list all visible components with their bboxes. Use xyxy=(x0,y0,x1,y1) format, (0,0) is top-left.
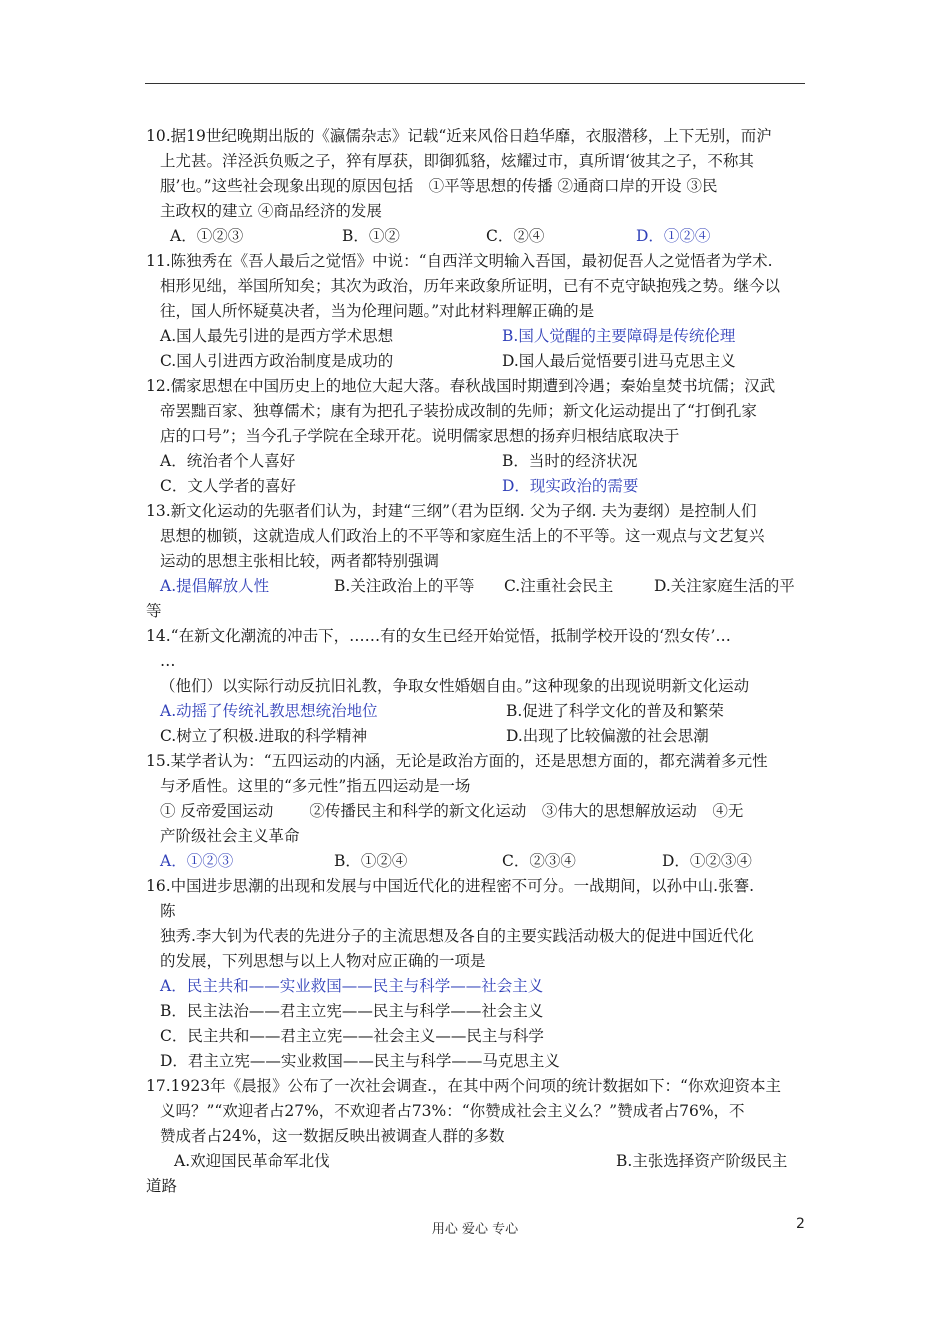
question-text: 赞成者占24%，这一数据反映出被调查人群的多数 xyxy=(160,1127,505,1145)
question-text: 主政权的建立 ④商品经济的发展 xyxy=(160,202,382,220)
question-text: 上尤甚。洋泾浜负贩之子，猝有厚获，即御狐貉，炫耀过市，真所谓‘彼其之子，不称其 xyxy=(160,152,754,170)
question-text: 相形见绌，举国所知矣；其次为政治，历年来政象所证明，已有不克守缺抱残之势。继今以 xyxy=(160,277,781,295)
option-b[interactable]: B．①②④ xyxy=(334,852,408,870)
question-text: 思想的枷锁，这就造成人们政治上的不平等和家庭生活上的不平等。这一观点与文艺复兴 xyxy=(160,527,765,545)
option-row xyxy=(146,224,810,249)
option-a[interactable]: A．①②③ xyxy=(160,852,234,870)
option-c[interactable]: C．文人学者的喜好 xyxy=(160,477,296,495)
question-text: ① 反帝爱国运动 ②传播民主和科学的新文化运动 ③伟大的思想解放运动 ④无 xyxy=(160,802,744,820)
option-a[interactable]: A.国人最先引进的是西方学术思想 xyxy=(160,327,394,345)
option-d[interactable]: D．君主立宪——实业救国——民主与科学——马克思主义 xyxy=(160,1052,560,1070)
option-row xyxy=(146,324,810,349)
option-b[interactable]: B．民主法治——君主立宪——民主与科学——社会主义 xyxy=(160,1002,544,1020)
question-text: 16.中国进步思潮的出现和发展与中国近代化的进程密不可分。一战期间，以孙中山.张謇. xyxy=(146,877,755,895)
option-row xyxy=(146,849,810,874)
option-a[interactable]: A．民主共和——实业救国——民主与科学——社会主义 xyxy=(160,977,544,995)
option-c[interactable]: C．②④ xyxy=(486,227,545,245)
question-17 xyxy=(146,1074,810,1199)
question-text: 服’也。”这些社会现象出现的原因包括 ①平等思想的传播 ②通商口岸的开设 ③民 xyxy=(160,177,718,195)
option-d[interactable]: D．①②④ xyxy=(636,227,711,245)
question-10 xyxy=(146,124,810,249)
question-text: 14.“在新文化潮流的冲击下，……有的女生已经开始觉悟，抵制学校开设的‘烈女传’… xyxy=(146,627,731,645)
question-text: … xyxy=(160,652,176,670)
question-16 xyxy=(146,874,810,1074)
page-number: 2 xyxy=(796,1216,805,1232)
option-wrap-text: 道路 xyxy=(146,1177,178,1195)
question-text: 运动的思想主张相比较，两者都特别强调 xyxy=(160,552,440,570)
question-sheet xyxy=(146,124,810,1199)
option-c[interactable]: C.注重社会民主 xyxy=(504,577,614,595)
page-footer: 用心 爱心 专心 xyxy=(431,1222,519,1237)
question-text: （他们）以实际行动反抗旧礼教，争取女性婚姻自由。”这种现象的出现说明新文化运动 xyxy=(160,677,750,695)
option-a[interactable]: A.欢迎国民革命军北伐 xyxy=(174,1152,330,1170)
option-b[interactable]: B.国人觉醒的主要障碍是传统伦理 xyxy=(502,327,736,345)
option-row xyxy=(146,699,810,724)
question-text: 12.儒家思想在中国历史上的地位大起大落。春秋战国时期遭到冷遇；秦始皇焚书坑儒；汉武 xyxy=(146,377,776,395)
option-d[interactable]: D．①②③④ xyxy=(662,852,752,870)
option-b[interactable]: B.主张选择资产阶级民主 xyxy=(616,1152,788,1170)
question-text: 义吗？”“欢迎者占27%，不欢迎者占73%：“你赞成社会主义么？”赞成者占76%，不 xyxy=(160,1102,745,1120)
question-text: 13.新文化运动的先驱者们认为，封建“三纲”（君为臣纲. 父为子纲. 夫为妻纲）是控制人们 xyxy=(146,502,757,520)
option-c[interactable]: C.国人引进西方政治制度是成功的 xyxy=(160,352,394,370)
option-row xyxy=(146,1149,810,1174)
option-c[interactable]: C．民主共和——君主立宪——社会主义——民主与科学 xyxy=(160,1027,544,1045)
question-text: 11.陈独秀在《吾人最后之觉悟》中说：“自西洋文明输入吾国，最初促吾人之觉悟者为学术. xyxy=(146,252,773,270)
question-15 xyxy=(146,749,810,874)
option-d[interactable]: D.出现了比较偏激的社会思潮 xyxy=(506,727,709,745)
option-d[interactable]: D.国人最后觉悟要引进马克思主义 xyxy=(502,352,736,370)
question-text: 10.据19世纪晚期出版的《瀛儒杂志》记载“近来风俗日趋华靡，衣服潜移，上下无别，而沪 xyxy=(146,127,772,145)
question-12 xyxy=(146,374,810,499)
header-rule xyxy=(145,83,805,84)
option-c[interactable]: C.树立了积极.进取的科学精神 xyxy=(160,727,368,745)
question-text: 往，国人所怀疑莫决者，当为伦理问题。”对此材料理解正确的是 xyxy=(160,302,595,320)
question-13 xyxy=(146,499,810,624)
option-row xyxy=(146,574,810,599)
option-d[interactable]: D.关注家庭生活的平 xyxy=(654,577,795,595)
option-b[interactable]: B．当时的经济状况 xyxy=(502,452,638,470)
question-text: 与矛盾性。这里的“多元性”指五四运动是一场 xyxy=(160,777,471,795)
question-text: 17.1923年《晨报》公布了一次社会调查.，在其中两个问项的统计数据如下：“你欢迎资本主 xyxy=(146,1077,781,1095)
option-a[interactable]: A.提倡解放人性 xyxy=(160,577,270,595)
question-text: 的发展，下列思想与以上人物对应正确的一项是 xyxy=(160,952,486,970)
option-wrap-text: 等 xyxy=(146,602,162,620)
question-text: 陈 xyxy=(160,902,176,920)
option-a[interactable]: A．①②③ xyxy=(170,227,244,245)
question-text: 产阶级社会主义革命 xyxy=(160,827,300,845)
question-text: 店的口号”；当今孔子学院在全球开花。说明儒家思想的扬弃归根结底取决于 xyxy=(160,427,680,445)
option-b[interactable]: B．①② xyxy=(342,227,400,245)
question-14 xyxy=(146,624,810,749)
option-row xyxy=(146,474,810,499)
question-text: 15.某学者认为：“五四运动的内涵，无论是政治方面的，还是思想方面的，都充满着多元性 xyxy=(146,752,768,770)
option-row xyxy=(146,449,810,474)
option-a[interactable]: A.动摇了传统礼教思想统治地位 xyxy=(160,702,378,720)
option-row xyxy=(146,349,810,374)
question-11 xyxy=(146,249,810,374)
option-b[interactable]: B.促进了科学文化的普及和繁荣 xyxy=(506,702,724,720)
option-b[interactable]: B.关注政治上的平等 xyxy=(334,577,475,595)
option-row xyxy=(146,724,810,749)
question-text: 帝罢黜百家、独尊儒术；康有为把孔子装扮成改制的先师；新文化运动提出了“打倒孔家 xyxy=(160,402,757,420)
option-c[interactable]: C．②③④ xyxy=(502,852,576,870)
question-text: 独秀.李大钊为代表的先进分子的主流思想及各自的主要实践活动极大的促进中国近代化 xyxy=(160,927,754,945)
option-d[interactable]: D．现实政治的需要 xyxy=(502,477,639,495)
option-a[interactable]: A．统治者个人喜好 xyxy=(160,452,296,470)
